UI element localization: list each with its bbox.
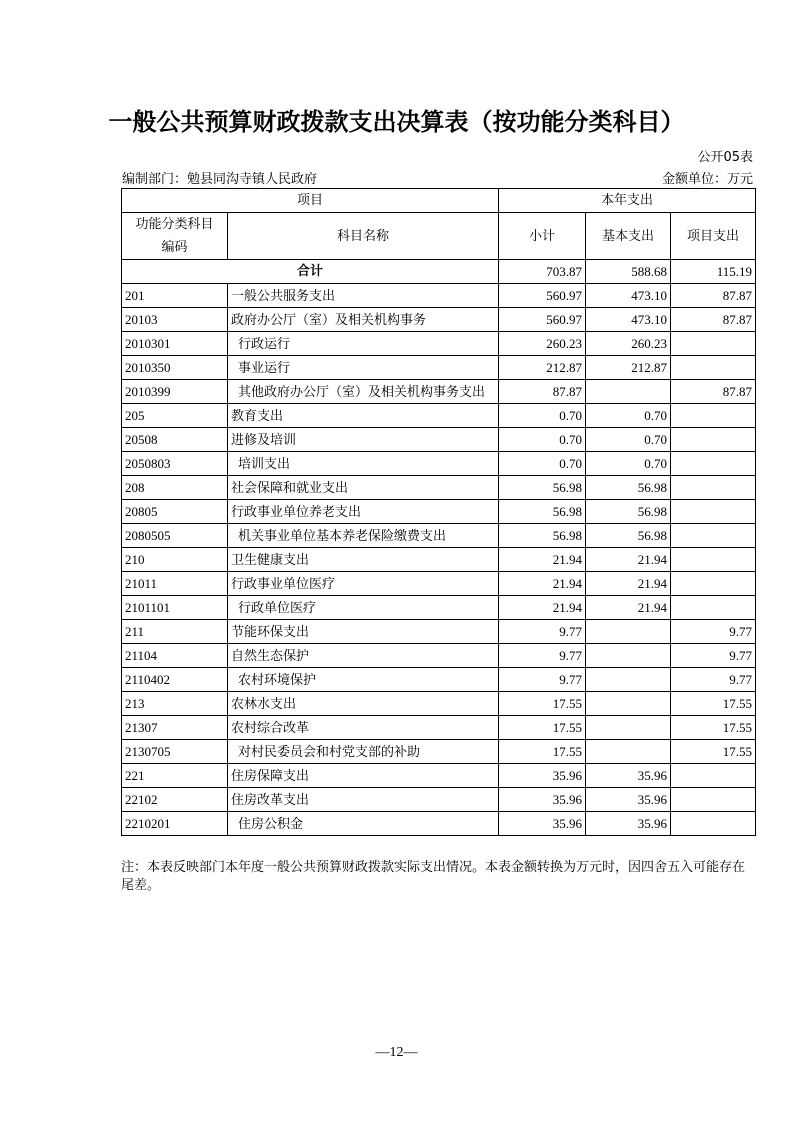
- row-name: 住房改革支出: [228, 788, 499, 812]
- row-name: 机关事业单位基本养老保险缴费支出: [228, 524, 499, 548]
- header-project: 项目: [122, 189, 499, 213]
- row-basic: 0.70: [586, 428, 671, 452]
- row-project: [671, 404, 756, 428]
- row-code: 2010301: [122, 332, 228, 356]
- row-subtotal: 560.97: [499, 308, 586, 332]
- row-subtotal: 56.98: [499, 500, 586, 524]
- amount-unit-label: 金额单位：万元: [661, 172, 753, 187]
- header-project-expense: 项目支出: [671, 213, 756, 260]
- row-basic: [586, 644, 671, 668]
- table-row: [122, 572, 756, 596]
- table-row: [122, 404, 756, 428]
- row-subtotal: 56.98: [499, 524, 586, 548]
- row-subtotal: 560.97: [499, 284, 586, 308]
- row-name: 政府办公厅（室）及相关机构事务: [228, 308, 499, 332]
- table-row: [122, 524, 756, 548]
- row-basic: 35.96: [586, 788, 671, 812]
- row-code: 2130705: [122, 740, 228, 764]
- table-row: [122, 356, 756, 380]
- row-basic: [586, 380, 671, 404]
- row-code: 21307: [122, 716, 228, 740]
- row-subtotal: 35.96: [499, 812, 586, 836]
- header-code: [122, 213, 228, 260]
- row-project: [671, 452, 756, 476]
- row-subtotal: 35.96: [499, 788, 586, 812]
- row-name: 一般公共服务支出: [228, 284, 499, 308]
- table-row: [122, 548, 756, 572]
- table-row: [122, 788, 756, 812]
- row-subtotal: 260.23: [499, 332, 586, 356]
- row-project: 87.87: [671, 380, 756, 404]
- row-name: 农村综合改革: [228, 716, 499, 740]
- row-subtotal: 35.96: [499, 764, 586, 788]
- table-row: [122, 284, 756, 308]
- row-project: [671, 812, 756, 836]
- table-note: 注：本表反映部门本年度一般公共预算财政拨款实际支出情况。本表金额转换为万元时，因四舍五入可能存在尾差。: [121, 859, 746, 892]
- table-row: [122, 716, 756, 740]
- total-project: 115.19: [671, 260, 756, 284]
- row-project: 87.87: [671, 284, 756, 308]
- row-basic: 56.98: [586, 524, 671, 548]
- table-row: [122, 644, 756, 668]
- row-project: [671, 596, 756, 620]
- header-subtotal: 小计: [499, 213, 586, 260]
- row-subtotal: 56.98: [499, 476, 586, 500]
- row-subtotal: 21.94: [499, 572, 586, 596]
- row-code: 2210201: [122, 812, 228, 836]
- row-code: 20103: [122, 308, 228, 332]
- row-project: [671, 500, 756, 524]
- row-subtotal: 0.70: [499, 452, 586, 476]
- row-basic: 21.94: [586, 548, 671, 572]
- row-basic: 21.94: [586, 596, 671, 620]
- row-subtotal: 87.87: [499, 380, 586, 404]
- row-subtotal: 212.87: [499, 356, 586, 380]
- row-project: [671, 572, 756, 596]
- row-code: 2010350: [122, 356, 228, 380]
- row-name: 住房公积金: [228, 812, 499, 836]
- row-code: 20508: [122, 428, 228, 452]
- row-name: 培训支出: [228, 452, 499, 476]
- row-name: 事业运行: [228, 356, 499, 380]
- row-code: 208: [122, 476, 228, 500]
- table-row: [122, 740, 756, 764]
- row-subtotal: 9.77: [499, 620, 586, 644]
- row-subtotal: 9.77: [499, 644, 586, 668]
- row-subtotal: 17.55: [499, 740, 586, 764]
- department-label: 编制部门：勉县同沟寺镇人民政府: [122, 172, 318, 187]
- row-code: 2110402: [122, 668, 228, 692]
- row-basic: 0.70: [586, 452, 671, 476]
- row-basic: 260.23: [586, 332, 671, 356]
- page-title: 一般公共预算财政拨款支出决算表（按功能分类科目）: [108, 108, 685, 136]
- row-project: [671, 548, 756, 572]
- table-row: [122, 620, 756, 644]
- row-project: [671, 476, 756, 500]
- row-code: 210: [122, 548, 228, 572]
- row-name: 对村民委员会和村党支部的补助: [228, 740, 499, 764]
- row-code: 2101101: [122, 596, 228, 620]
- row-project: [671, 524, 756, 548]
- row-name: 行政单位医疗: [228, 596, 499, 620]
- table-row: [122, 428, 756, 452]
- table-row: [122, 596, 756, 620]
- row-project: 17.55: [671, 716, 756, 740]
- row-name: 卫生健康支出: [228, 548, 499, 572]
- row-project: [671, 428, 756, 452]
- table-row: [122, 812, 756, 836]
- row-basic: [586, 716, 671, 740]
- row-code: 221: [122, 764, 228, 788]
- row-project: 17.55: [671, 740, 756, 764]
- row-project: 9.77: [671, 644, 756, 668]
- row-basic: [586, 668, 671, 692]
- row-code: 205: [122, 404, 228, 428]
- row-project: [671, 356, 756, 380]
- row-subtotal: 0.70: [499, 404, 586, 428]
- table-row: [122, 668, 756, 692]
- row-code: 213: [122, 692, 228, 716]
- row-basic: [586, 740, 671, 764]
- row-code: 211: [122, 620, 228, 644]
- row-name: 住房保障支出: [228, 764, 499, 788]
- header-year-expense: 本年支出: [499, 189, 756, 213]
- table-row: [122, 500, 756, 524]
- row-name: 农林水支出: [228, 692, 499, 716]
- row-basic: 21.94: [586, 572, 671, 596]
- header-basic: 基本支出: [586, 213, 671, 260]
- row-basic: 212.87: [586, 356, 671, 380]
- row-name: 行政事业单位医疗: [228, 572, 499, 596]
- row-project: 9.77: [671, 668, 756, 692]
- row-name: 节能环保支出: [228, 620, 499, 644]
- page-number: —12—: [375, 1045, 418, 1060]
- row-basic: [586, 620, 671, 644]
- row-basic: 35.96: [586, 812, 671, 836]
- row-code: 2080505: [122, 524, 228, 548]
- row-code: 22102: [122, 788, 228, 812]
- row-basic: 0.70: [586, 404, 671, 428]
- row-code: 21104: [122, 644, 228, 668]
- total-row: [122, 260, 756, 284]
- table-row: [122, 308, 756, 332]
- row-project: 17.55: [671, 692, 756, 716]
- row-subtotal: 21.94: [499, 596, 586, 620]
- row-basic: 56.98: [586, 476, 671, 500]
- total-subtotal: 703.87: [499, 260, 586, 284]
- row-code: 2010399: [122, 380, 228, 404]
- row-name: 进修及培训: [228, 428, 499, 452]
- row-name: 教育支出: [228, 404, 499, 428]
- row-subtotal: 17.55: [499, 692, 586, 716]
- row-name: 行政运行: [228, 332, 499, 356]
- table-row: [122, 764, 756, 788]
- table-row: [122, 380, 756, 404]
- header-name: 科目名称: [228, 213, 499, 260]
- table-row: [122, 692, 756, 716]
- row-name: 社会保障和就业支出: [228, 476, 499, 500]
- row-project: 9.77: [671, 620, 756, 644]
- table-row: [122, 452, 756, 476]
- table-row: [122, 476, 756, 500]
- row-name: 行政事业单位养老支出: [228, 500, 499, 524]
- form-number: 公开05表: [697, 150, 753, 165]
- row-subtotal: 17.55: [499, 716, 586, 740]
- row-name: 自然生态保护: [228, 644, 499, 668]
- total-basic: 588.68: [586, 260, 671, 284]
- row-basic: 35.96: [586, 764, 671, 788]
- row-basic: 473.10: [586, 284, 671, 308]
- row-project: 87.87: [671, 308, 756, 332]
- row-subtotal: 0.70: [499, 428, 586, 452]
- row-name: 农村环境保护: [228, 668, 499, 692]
- row-name: 其他政府办公厅（室）及相关机构事务支出: [228, 380, 499, 404]
- row-code: 201: [122, 284, 228, 308]
- header-code-text: 功能分类科目编码: [135, 217, 214, 255]
- row-basic: 56.98: [586, 500, 671, 524]
- row-basic: 473.10: [586, 308, 671, 332]
- row-project: [671, 764, 756, 788]
- row-code: 21011: [122, 572, 228, 596]
- total-label: 合计: [122, 260, 499, 284]
- row-subtotal: 9.77: [499, 668, 586, 692]
- table-row: [122, 332, 756, 356]
- row-project: [671, 332, 756, 356]
- row-code: 20805: [122, 500, 228, 524]
- row-subtotal: 21.94: [499, 548, 586, 572]
- row-basic: [586, 692, 671, 716]
- row-project: [671, 788, 756, 812]
- row-code: 2050803: [122, 452, 228, 476]
- expenditure-table: [121, 188, 756, 836]
